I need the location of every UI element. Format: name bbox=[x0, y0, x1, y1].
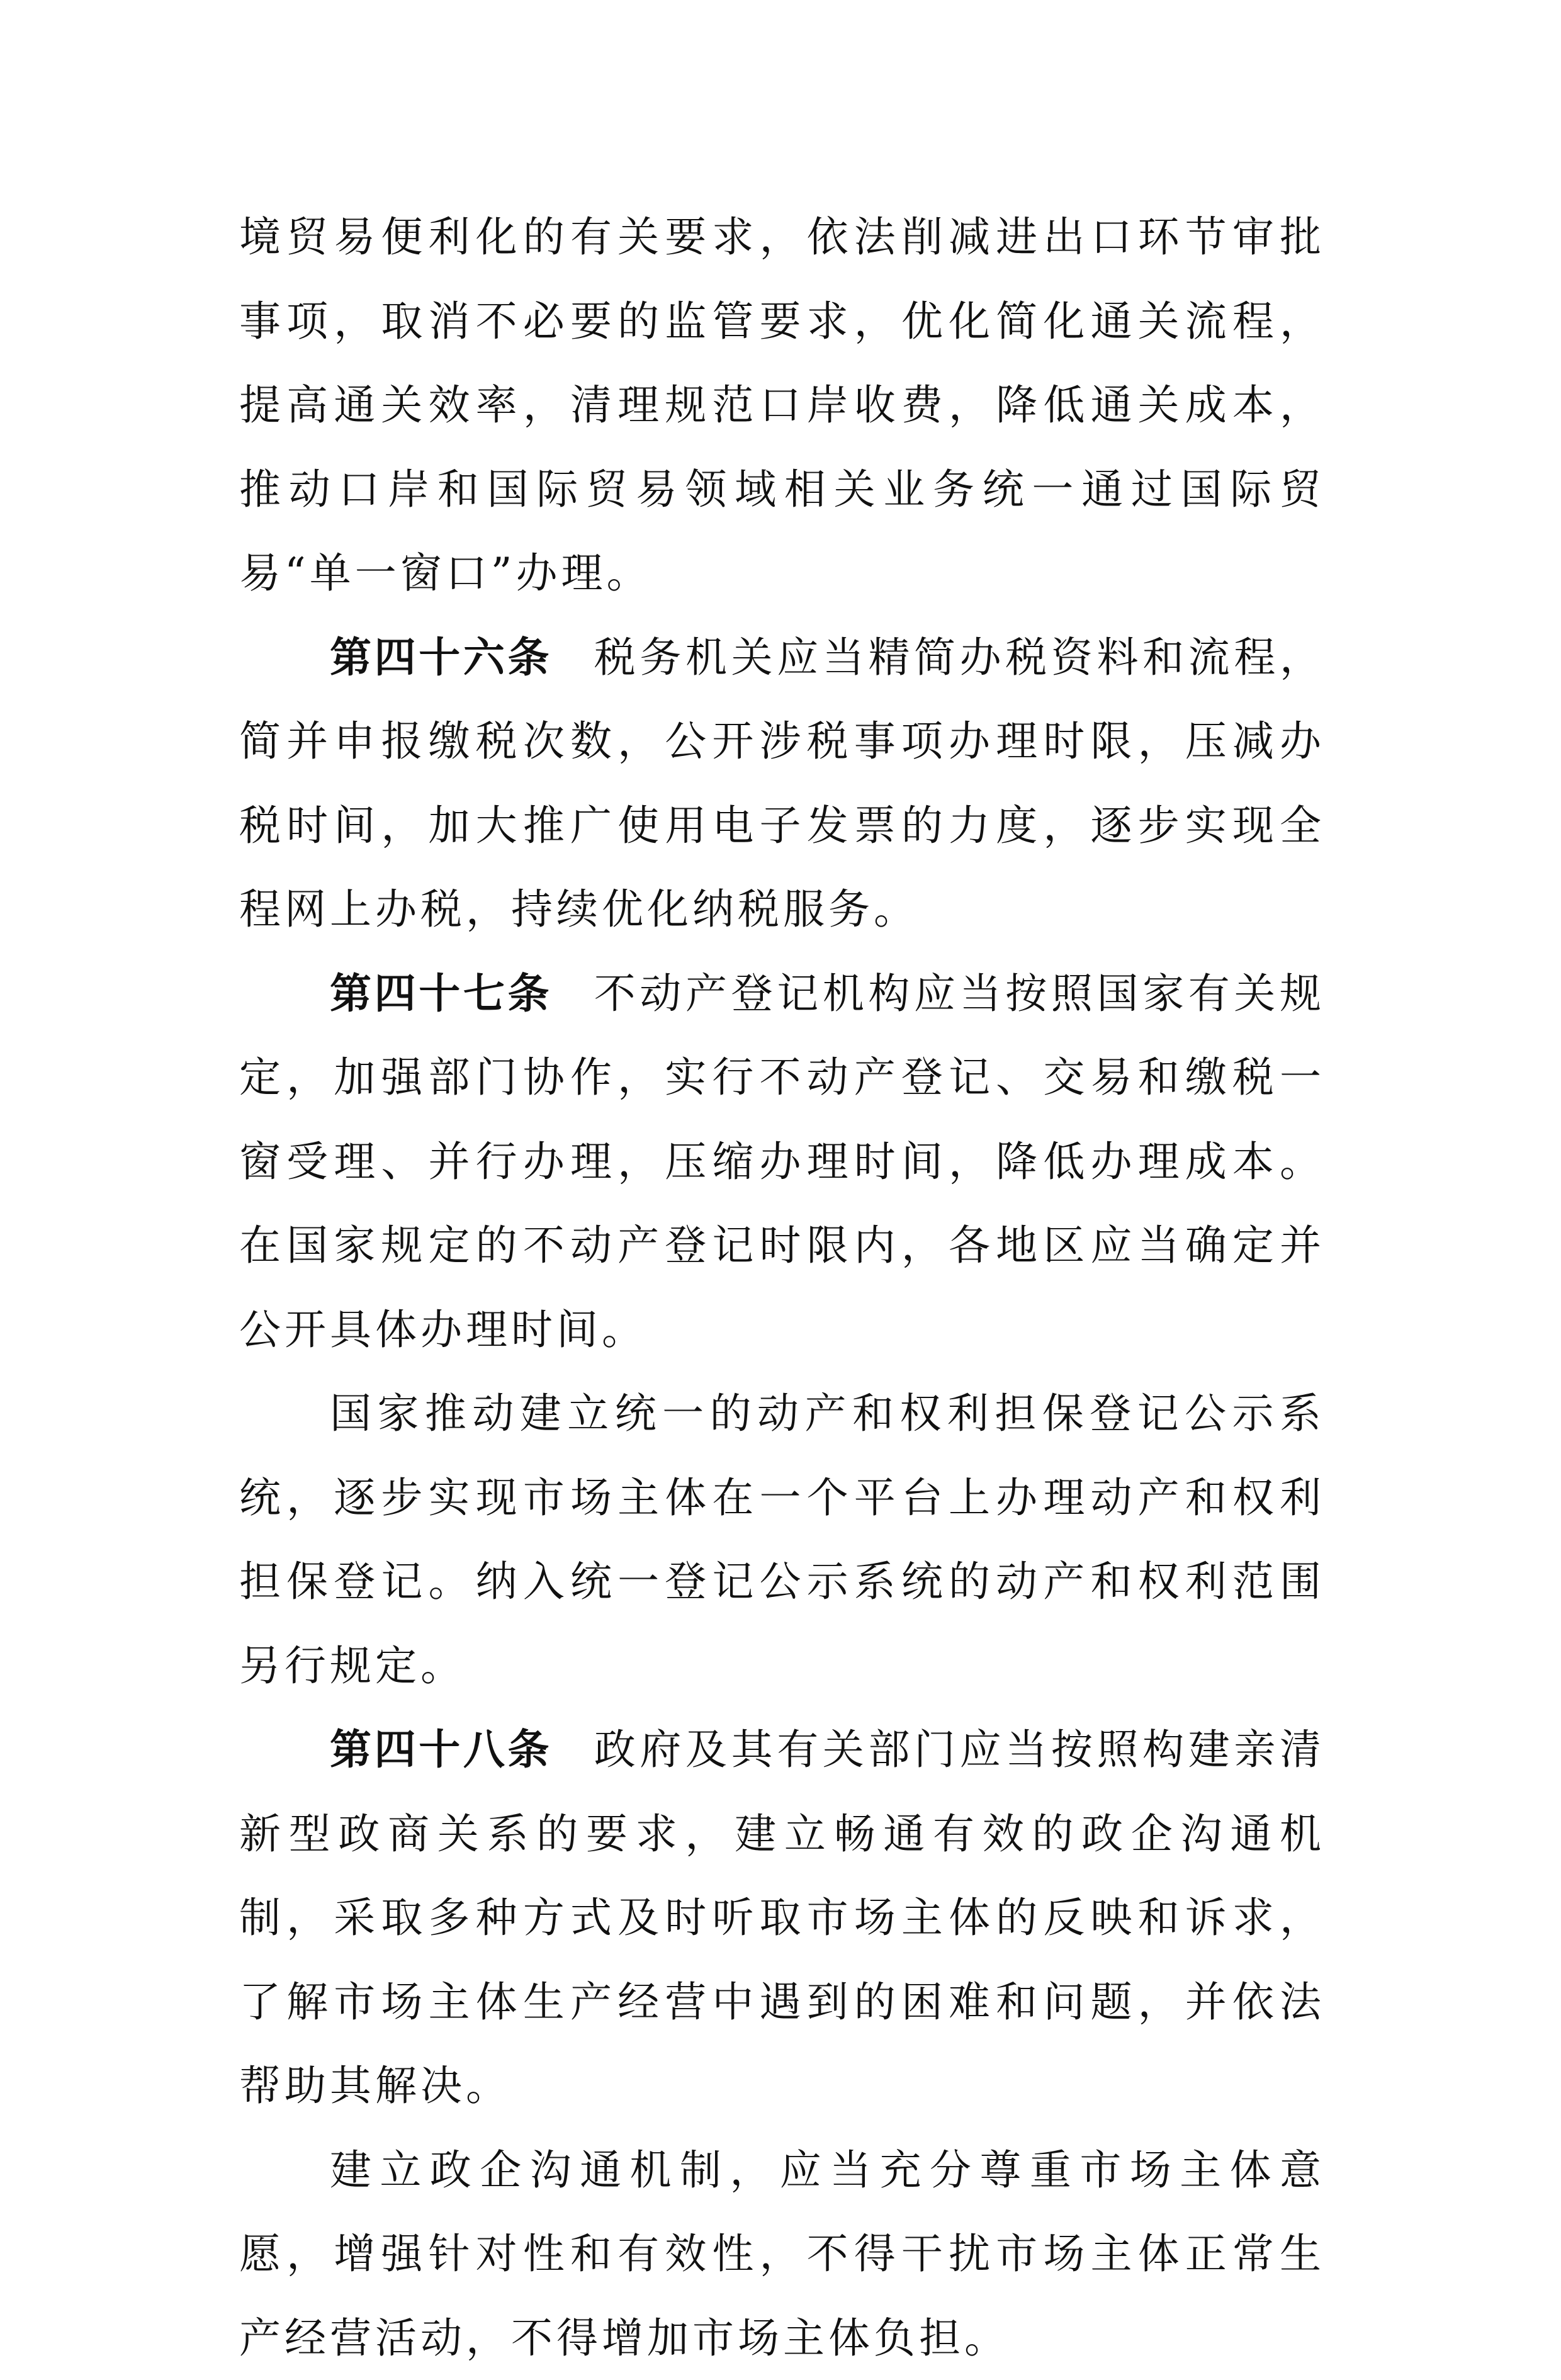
paragraph-text: 国家推动建立统一的动产和权利担保登记公示系统，逐步实现市场主体在一个平台上办理动产和权利担保登记。纳入统一登记公示系统的动产和权利范围另行规定。 bbox=[239, 1389, 1325, 1690]
document-page bbox=[239, 195, 1325, 2380]
paragraph-text: 建立政企沟通机制，应当充分尊重市场主体意愿，增强针对性和有效性，不得干扰市场主体正常生产经营活动，不得增加市场主体负担。 bbox=[239, 2146, 1325, 2362]
article-47-subparagraph bbox=[239, 1372, 1325, 1708]
article-number: 第四十八条 bbox=[330, 1725, 552, 1774]
article-47-paragraph bbox=[239, 952, 1325, 1372]
article-46-paragraph bbox=[239, 616, 1325, 952]
paragraph-text: 税务机关应当精简办税资料和流程，简并申报缴税次数，公开涉税事项办理时限，压减办税时间，加大推广使用电子发票的力度，逐步实现全程网上办税，持续优化纳税服务。 bbox=[239, 633, 1325, 934]
paragraph-text: 政府及其有关部门应当按照构建亲清新型政商关系的要求，建立畅通有效的政企沟通机制，采取多种方式及时听取市场主体的反映和诉求，了解市场主体生产经营中遇到的困难和问题，并依法帮助其解决。 bbox=[239, 1725, 1325, 2110]
article-number: 第四十七条 bbox=[330, 969, 552, 1018]
paragraph-text: 境贸易便利化的有关要求，依法削减进出口环节审批事项，取消不必要的监管要求，优化简化通关流程，提高通关效率，清理规范口岸收费，降低通关成本，推动口岸和国际贸易领域相关业务统一通过国际贸易“单一窗口”办理。 bbox=[239, 213, 1325, 597]
article-48-subparagraph bbox=[239, 2128, 1325, 2380]
article-48-paragraph bbox=[239, 1708, 1325, 2128]
continuation-paragraph bbox=[239, 195, 1325, 616]
article-number: 第四十六条 bbox=[330, 633, 552, 682]
paragraph-text: 不动产登记机构应当按照国家有关规定，加强部门协作，实行不动产登记、交易和缴税一窗受理、并行办理，压缩办理时间，降低办理成本。在国家规定的不动产登记时限内，各地区应当确定并公开具体办理时间。 bbox=[239, 969, 1325, 1354]
